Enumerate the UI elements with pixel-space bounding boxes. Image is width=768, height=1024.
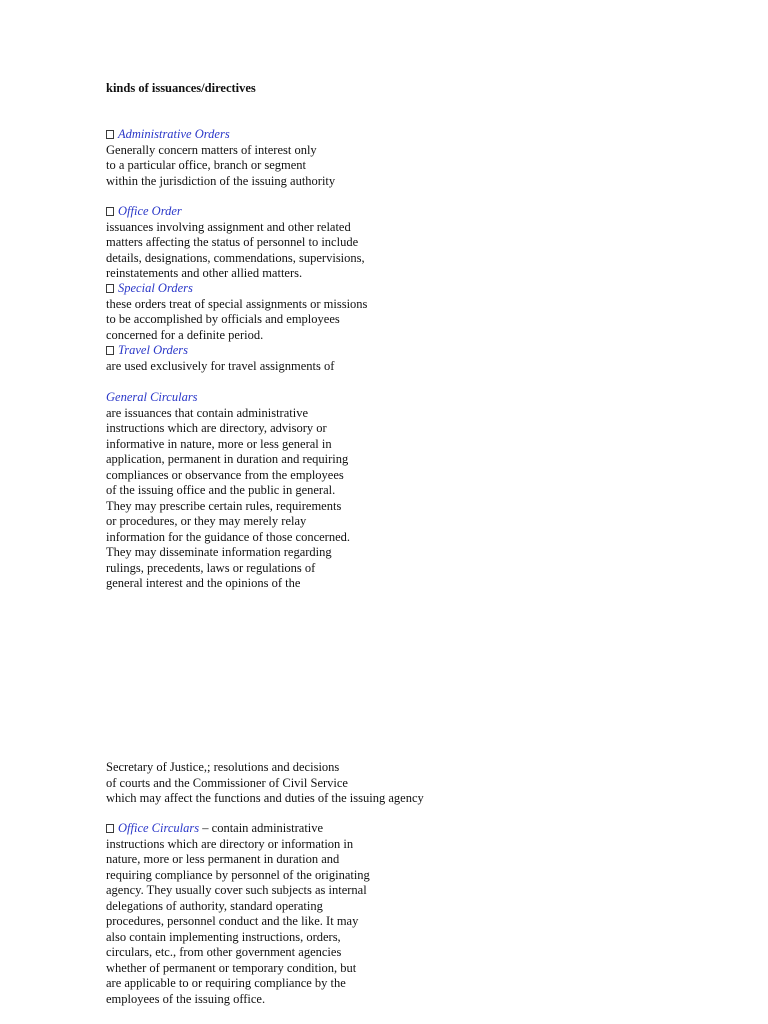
body-line: employees of the issuing office.: [106, 991, 266, 1006]
section-office-order: [106, 204, 365, 282]
checkbox-bullet-icon: [106, 824, 114, 833]
section-heading: General Circulars: [106, 390, 198, 404]
section-heading-continuation: – contain administrative: [199, 821, 324, 835]
body-line: agency. They usually cover such subjects as internal: [106, 883, 367, 897]
body-line: these orders treat of special assignments or missions: [106, 296, 368, 311]
body-line: delegations of authority, standard operating: [106, 898, 323, 913]
checkbox-bullet-icon: [106, 284, 114, 293]
body-line: within the jurisdiction of the issuing authority: [106, 173, 336, 188]
body-line: also contain implementing instructions, orders,: [106, 929, 341, 944]
body-line: requiring compliance by personnel of the originating: [106, 867, 370, 882]
section-administrative-orders: [106, 127, 335, 189]
section-heading-line: [106, 390, 350, 406]
section-continuation: [106, 760, 424, 807]
body-line: are applicable to or requiring compliance by the: [106, 976, 346, 990]
body-line: instructions which are directory, advisory or: [106, 421, 327, 435]
body-line: nature, more or less permanent in duration and: [106, 852, 340, 866]
body-line: general interest and the opinions of the: [106, 576, 301, 590]
body-line: They may disseminate information regarding: [106, 545, 332, 559]
section-office-circulars: [106, 821, 370, 1007]
checkbox-bullet-icon: [106, 346, 114, 355]
body-line: or procedures, or they may merely relay: [106, 514, 307, 528]
body-line: whether of permanent or temporary condition, but: [106, 960, 357, 975]
body-line: concerned for a definite period.: [106, 327, 264, 342]
body-line: to a particular office, branch or segment: [106, 158, 307, 172]
section-heading: Special Orders: [118, 281, 193, 295]
body-line: Generally concern matters of interest only: [106, 142, 317, 157]
body-line: of courts and the Commissioner of Civil Service: [106, 775, 348, 790]
body-line: procedures, personnel conduct and the like. It may: [106, 914, 359, 928]
section-heading: Office Order: [118, 204, 182, 218]
body-line: issuances involving assignment and other related: [106, 219, 351, 234]
section-heading-line: [106, 281, 367, 297]
body-line: are used exclusively for travel assignments of: [106, 358, 335, 373]
body-line: circulars, etc., from other government agencies: [106, 945, 342, 959]
body-line: informative in nature, more or less general in: [106, 436, 332, 451]
body-line: Secretary of Justice,; resolutions and decisions: [106, 760, 340, 774]
section-heading-line: [106, 821, 370, 837]
body-line: instructions which are directory or information in: [106, 836, 354, 851]
section-travel-orders: [106, 343, 334, 374]
section-heading: Office Circulars: [118, 821, 200, 835]
body-line: details, designations, commendations, supervisions,: [106, 250, 365, 265]
body-line: matters affecting the status of personnel to include: [106, 235, 359, 249]
checkbox-bullet-icon: [106, 207, 114, 216]
section-heading: Administrative Orders: [118, 127, 230, 141]
section-heading: Travel Orders: [118, 343, 189, 357]
body-line: rulings, precedents, laws or regulations of: [106, 560, 316, 575]
body-line: compliances or observance from the employees: [106, 467, 344, 482]
section-general-circulars: [106, 390, 350, 592]
section-heading-line: [106, 343, 334, 359]
body-line: reinstatements and other allied matters.: [106, 266, 303, 280]
section-heading-line: [106, 204, 365, 220]
body-line: information for the guidance of those concerned.: [106, 529, 351, 544]
body-line: They may prescribe certain rules, requirements: [106, 498, 342, 513]
body-line: of the issuing office and the public in general.: [106, 483, 336, 497]
body-line: are issuances that contain administrative: [106, 405, 309, 420]
body-line: to be accomplished by officials and employees: [106, 312, 340, 326]
section-special-orders: [106, 281, 367, 343]
section-heading-line: [106, 127, 335, 143]
checkbox-bullet-icon: [106, 130, 114, 139]
document-title: kinds of issuances/directives: [106, 81, 256, 95]
body-line: which may affect the functions and duties of the issuing agency: [106, 791, 424, 805]
body-line: application, permanent in duration and requiring: [106, 452, 349, 466]
